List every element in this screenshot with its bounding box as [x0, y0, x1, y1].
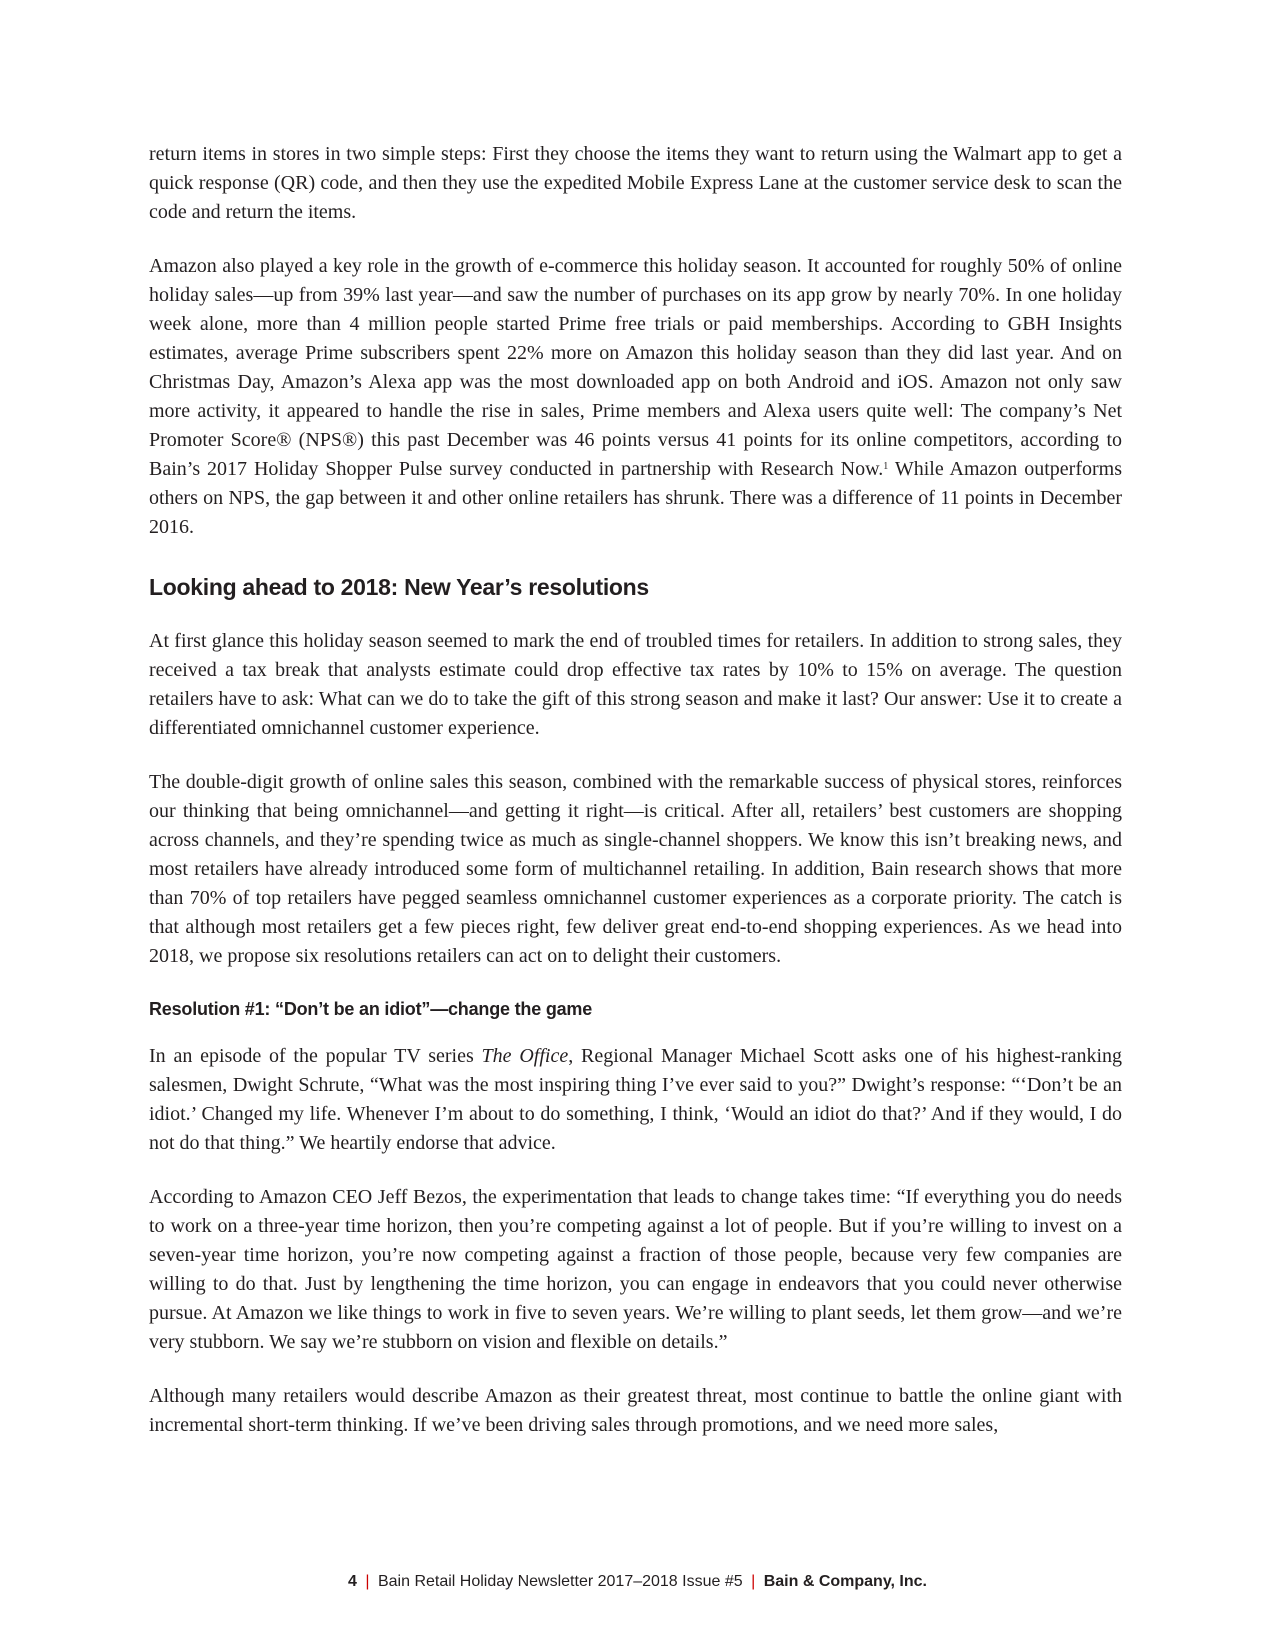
paragraph-amazon-growth-text-end: While Amazon outperforms others on NPS, the gap between it and other online retailers has shrunk. There was a difference of 11 points in December 2016.: [149, 458, 1122, 538]
paragraph-bezos-quote: According to Amazon CEO Jeff Bezos, the experimentation that leads to change takes time: “If everything you do needs to work on a three-year time horizon, then you’re competing against a lot of people. But if you’re willing to invest on a seven-year time horizon, you’re now competing against a fraction of those people, because very few companies are willing to do that. Just by lengthening the time horizon, you can engage in endeavors that you could never otherwise pursue. At Amazon we like things to work in five to seven years. We’re willing to plant seeds, let them grow—and we’re very stubborn. We say we’re stubborn on vision and flexible on details.”: [149, 1186, 1122, 1353]
company-name: Bain & Company, Inc.: [763, 1573, 927, 1590]
footer-separator: |: [365, 1573, 370, 1590]
article-body: [149, 140, 1122, 1465]
paragraph-first-glance: At first glance this holiday season seemed to mark the end of troubled times for retailers. In addition to strong sales, they received a tax break that analysts estimate could drop effective tax rates by 10% to 15% on average. The question retailers have to ask: What can we do to take the gift of this strong season and make it last? Our answer: Use it to create a differentiated omnichannel customer experience.: [149, 630, 1122, 739]
subsection-heading: Resolution #1: “Don’t be an idiot”—change the game: [149, 999, 593, 1019]
paragraph-returns: return items in stores in two simple steps: First they choose the items they want to return using the Walmart app to get a quick response (QR) code, and then they use the expedited Mobile Express Lane at the customer service desk to scan the code and return the items.: [149, 143, 1122, 223]
paragraph-the-office: [149, 1042, 1122, 1158]
tv-series-title: The Office: [481, 1045, 569, 1067]
paragraph-omnichannel: The double-digit growth of online sales this season, combined with the remarkable success of physical stores, reinforces our thinking that being omnichannel—and getting it right—is critical. After all, retailers’ best customers are shopping across channels, and they’re spending twice as much as single-channel shoppers. We know this isn’t breaking news, and most retailers have already introduced some form of multichannel retailing. In addition, Bain research shows that more than 70% of top retailers have pegged seamless omnichannel customer experiences as a corporate priority. The catch is that although most retailers get a few pieces right, few deliver great end-to-end shopping experiences. As we head into 2018, we propose six resolutions retailers can act on to delight their customers.: [149, 771, 1122, 967]
paragraph-the-office-text-end: , Regional Manager Michael Scott asks one of his highest-ranking salesmen, Dwight Schrute, “What was the most inspiring thing I’ve ever said to you?” Dwight’s response: “‘Don’t be an idiot.’ Changed my life. Whenever I’m about to do something, I think, ‘Would an idiot do that?’ And if they would, I do not do that thing.” We heartily endorse that advice.: [149, 1045, 1122, 1154]
paragraph-amazon-growth-text: Amazon also played a key role in the growth of e-commerce this holiday season. It accounted for roughly 50% of online holiday sales—up from 39% last year—and saw the number of purchases on its app grow by nearly 70%. In one holiday week alone, more than 4 million people started Prime free trials or paid memberships. According to GBH Insights estimates, average Prime subscribers spent 22% more on Amazon this holiday season than they did last year. And on Christmas Day, Amazon’s Alexa app was the most downloaded app on both Android and iOS. Amazon not only saw more activity, it appeared to handle the rise in sales, Prime members and Alexa users quite well: The company’s Net Promoter Score® (NPS®) this past December was 46 points versus 41 points for its online competitors, according to Bain’s 2017 Holiday Shopper Pulse survey conducted in partnership with Research Now.: [149, 255, 1122, 480]
page-number: 4: [348, 1573, 357, 1590]
publication-name: Bain Retail Holiday Newsletter 2017–2018 Issue #5: [377, 1573, 743, 1590]
section-heading: Looking ahead to 2018: New Year’s resolutions: [149, 574, 649, 600]
page-footer: [0, 1573, 1275, 1591]
footer-separator: |: [751, 1573, 756, 1590]
paragraph-amazon-growth: [149, 252, 1122, 542]
paragraph-greatest-threat: Although many retailers would describe Amazon as their greatest threat, most continue to battle the online giant with incremental short-term thinking. If we’ve been driving sales through promotions, and we need more sales,: [149, 1385, 1122, 1436]
footnote-marker: 1: [883, 461, 889, 472]
paragraph-the-office-text: In an episode of the popular TV series: [149, 1045, 482, 1067]
